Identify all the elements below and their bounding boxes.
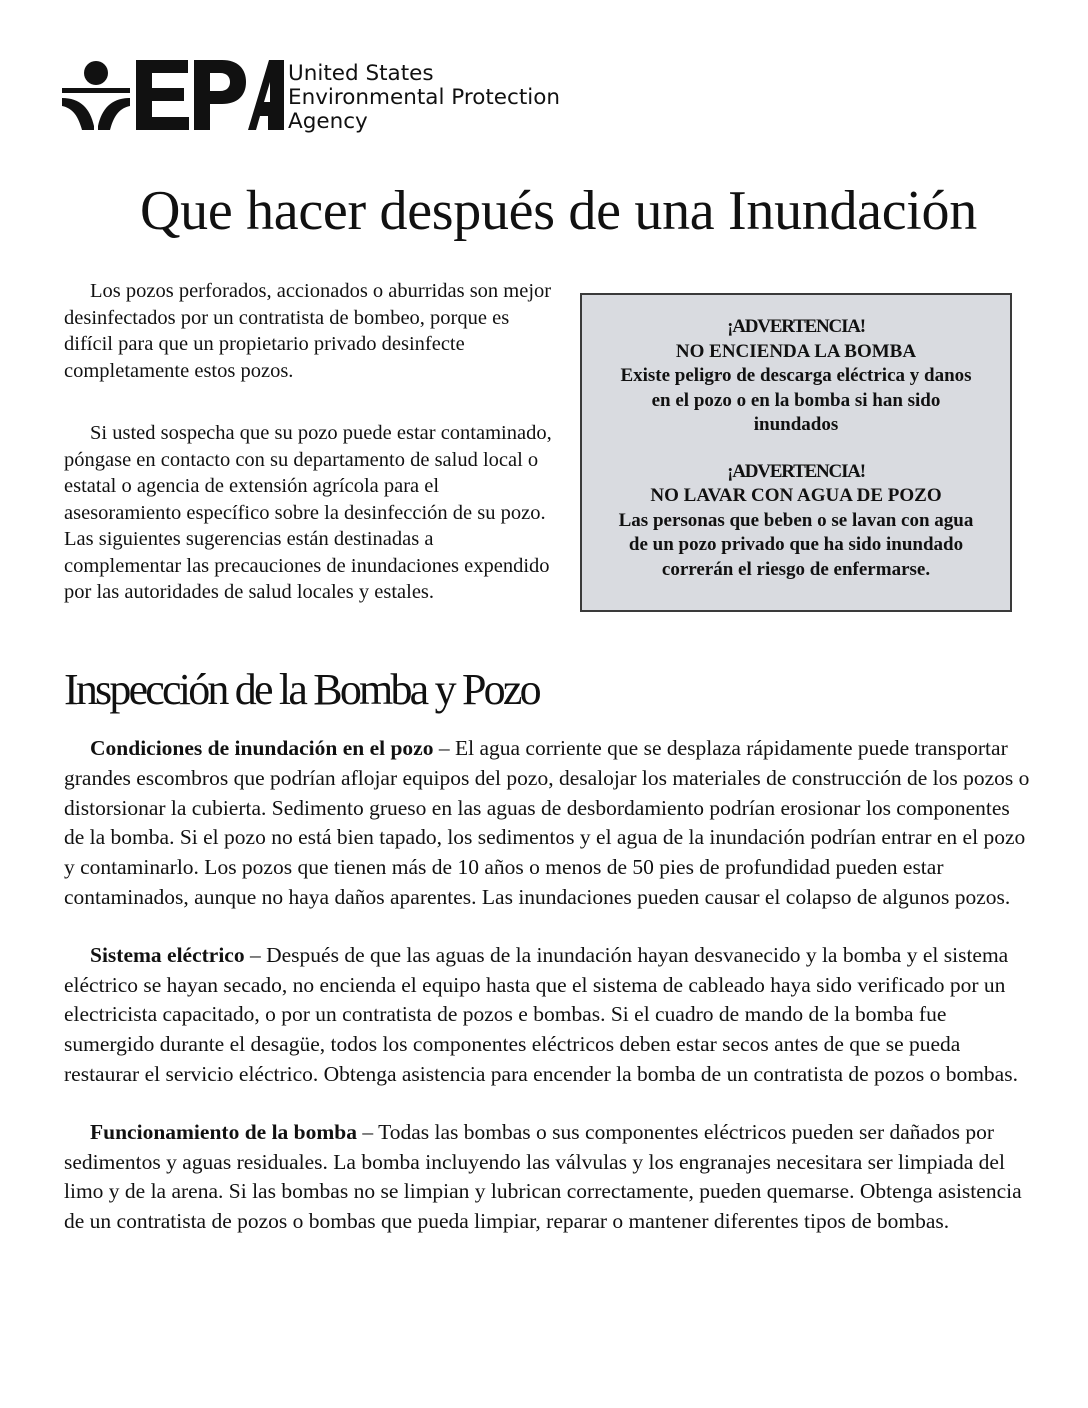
agency-line: Agency xyxy=(288,109,368,134)
warning-text: Existe peligro de descarga eléctrica y danos en el pozo o en la bomba si han sido inundados xyxy=(620,365,972,435)
epa-letter-e xyxy=(136,60,189,130)
paragraph-lead: Funcionamiento de la bomba xyxy=(90,1119,357,1144)
warning-heading: ¡ADVERTENCIA! xyxy=(727,460,865,482)
warning-text: Las personas que beben o se lavan con agua de un pozo privado que ha sido inundado correrán el riesgo de enfermarse. xyxy=(618,509,974,580)
body-paragraph xyxy=(64,1118,1032,1237)
warning-block xyxy=(582,315,1010,438)
header xyxy=(62,60,582,140)
epa-letter-a xyxy=(248,60,284,130)
paragraph-lead: Condiciones de inundación en el pozo xyxy=(90,736,434,760)
warning-block xyxy=(582,460,1010,583)
section-body xyxy=(64,734,1032,1265)
intro-text xyxy=(64,278,554,642)
warning-subheading: NO ENCIENDA LA BOMBA xyxy=(675,340,917,362)
warning-box xyxy=(580,293,1012,612)
agency-name xyxy=(288,62,560,134)
paragraph-text: – Después de que las aguas de la inundación hayan desvanecido y la bomba y el sistema eléctrico se hayan secado, no encienda el equipo hasta que el sistema de cableado haya sido verificado por un electricista capacitado, o por un contratista de pozos e bombas. Si el cuadro de mando de la bomba fue sumergido durante el desagüe, todos los componentes eléctricos deben estar secos antes de que se pueda restaurar el servicio eléctrico. Obtenga asistencia para encender la bomba de un contratista de pozos o bombas. xyxy=(64,942,1018,1086)
epa-letter-p xyxy=(194,60,246,130)
page-title: Que hacer después de una Inundación xyxy=(140,180,977,242)
warning-subheading: NO LAVAR CON AGUA DE POZO xyxy=(650,485,942,506)
section-heading: Inspección de la Bomba y Pozo xyxy=(64,665,539,714)
intro-paragraph: Si usted sospecha que su pozo puede estar contaminado, póngase en contacto con su departamento de salud local o estatal o agencia de extensión agrícola para el asesoramiento específico sobre la desinfección de su pozo. Las siguientes sugerencias están destinadas a complementar las precauciones de inundaciones expendido por las autoridades de salud locales y estales. xyxy=(64,422,552,603)
paragraph-text: – Todas las bombas o sus componentes eléctricos pueden ser dañados por sedimentos y aguas residuales. La bomba incluyendo las válvulas y los engranajes necesitara ser limpiada del limo y de la arena. Si las bombas no se limpian y lubrican correctamente, pueden quemarse. Obtenga asistencia de un contratista de pozos o bombas que pueda limpiar, reparar o mantener diferentes tipos de bombas. xyxy=(64,1119,1022,1234)
agency-line: United States xyxy=(288,61,434,86)
agency-line: Environmental Protection xyxy=(288,85,561,110)
paragraph-lead: Sistema eléctrico xyxy=(90,942,245,967)
epa-logo xyxy=(62,60,284,132)
warning-heading: ¡ADVERTENCIA! xyxy=(727,316,865,337)
body-paragraph xyxy=(64,941,1032,1090)
intro-paragraph: Los pozos perforados, accionados o aburridas son mejor desinfectados por un contratista de bombeo, porque es difícil para que un propietario privado desinfecte completamente estos pozos. xyxy=(64,280,552,382)
body-paragraph xyxy=(64,734,1032,913)
epa-seal-icon xyxy=(62,61,130,130)
paragraph-text: – El agua corriente que se desplaza rápidamente puede transportar grandes escombros que podrían aflojar equipos del pozo, desalojar los materiales de construcción de los pozos o distorsionar la cubierta. Sedimento grueso en las aguas de desbordamiento podrían erosionar los componentes de la bomba. Si el pozo no está bien tapado, los sedimentos y el agua de la inundación podrían entrar en el pozo y contaminarlo. Los pozos que tienen más de 10 años o menos de 50 pies de profundidad pueden estar contaminados, aunque no haya daños aparentes. Las inundaciones pueden causar el colapso de algunos pozos. xyxy=(64,736,1030,909)
